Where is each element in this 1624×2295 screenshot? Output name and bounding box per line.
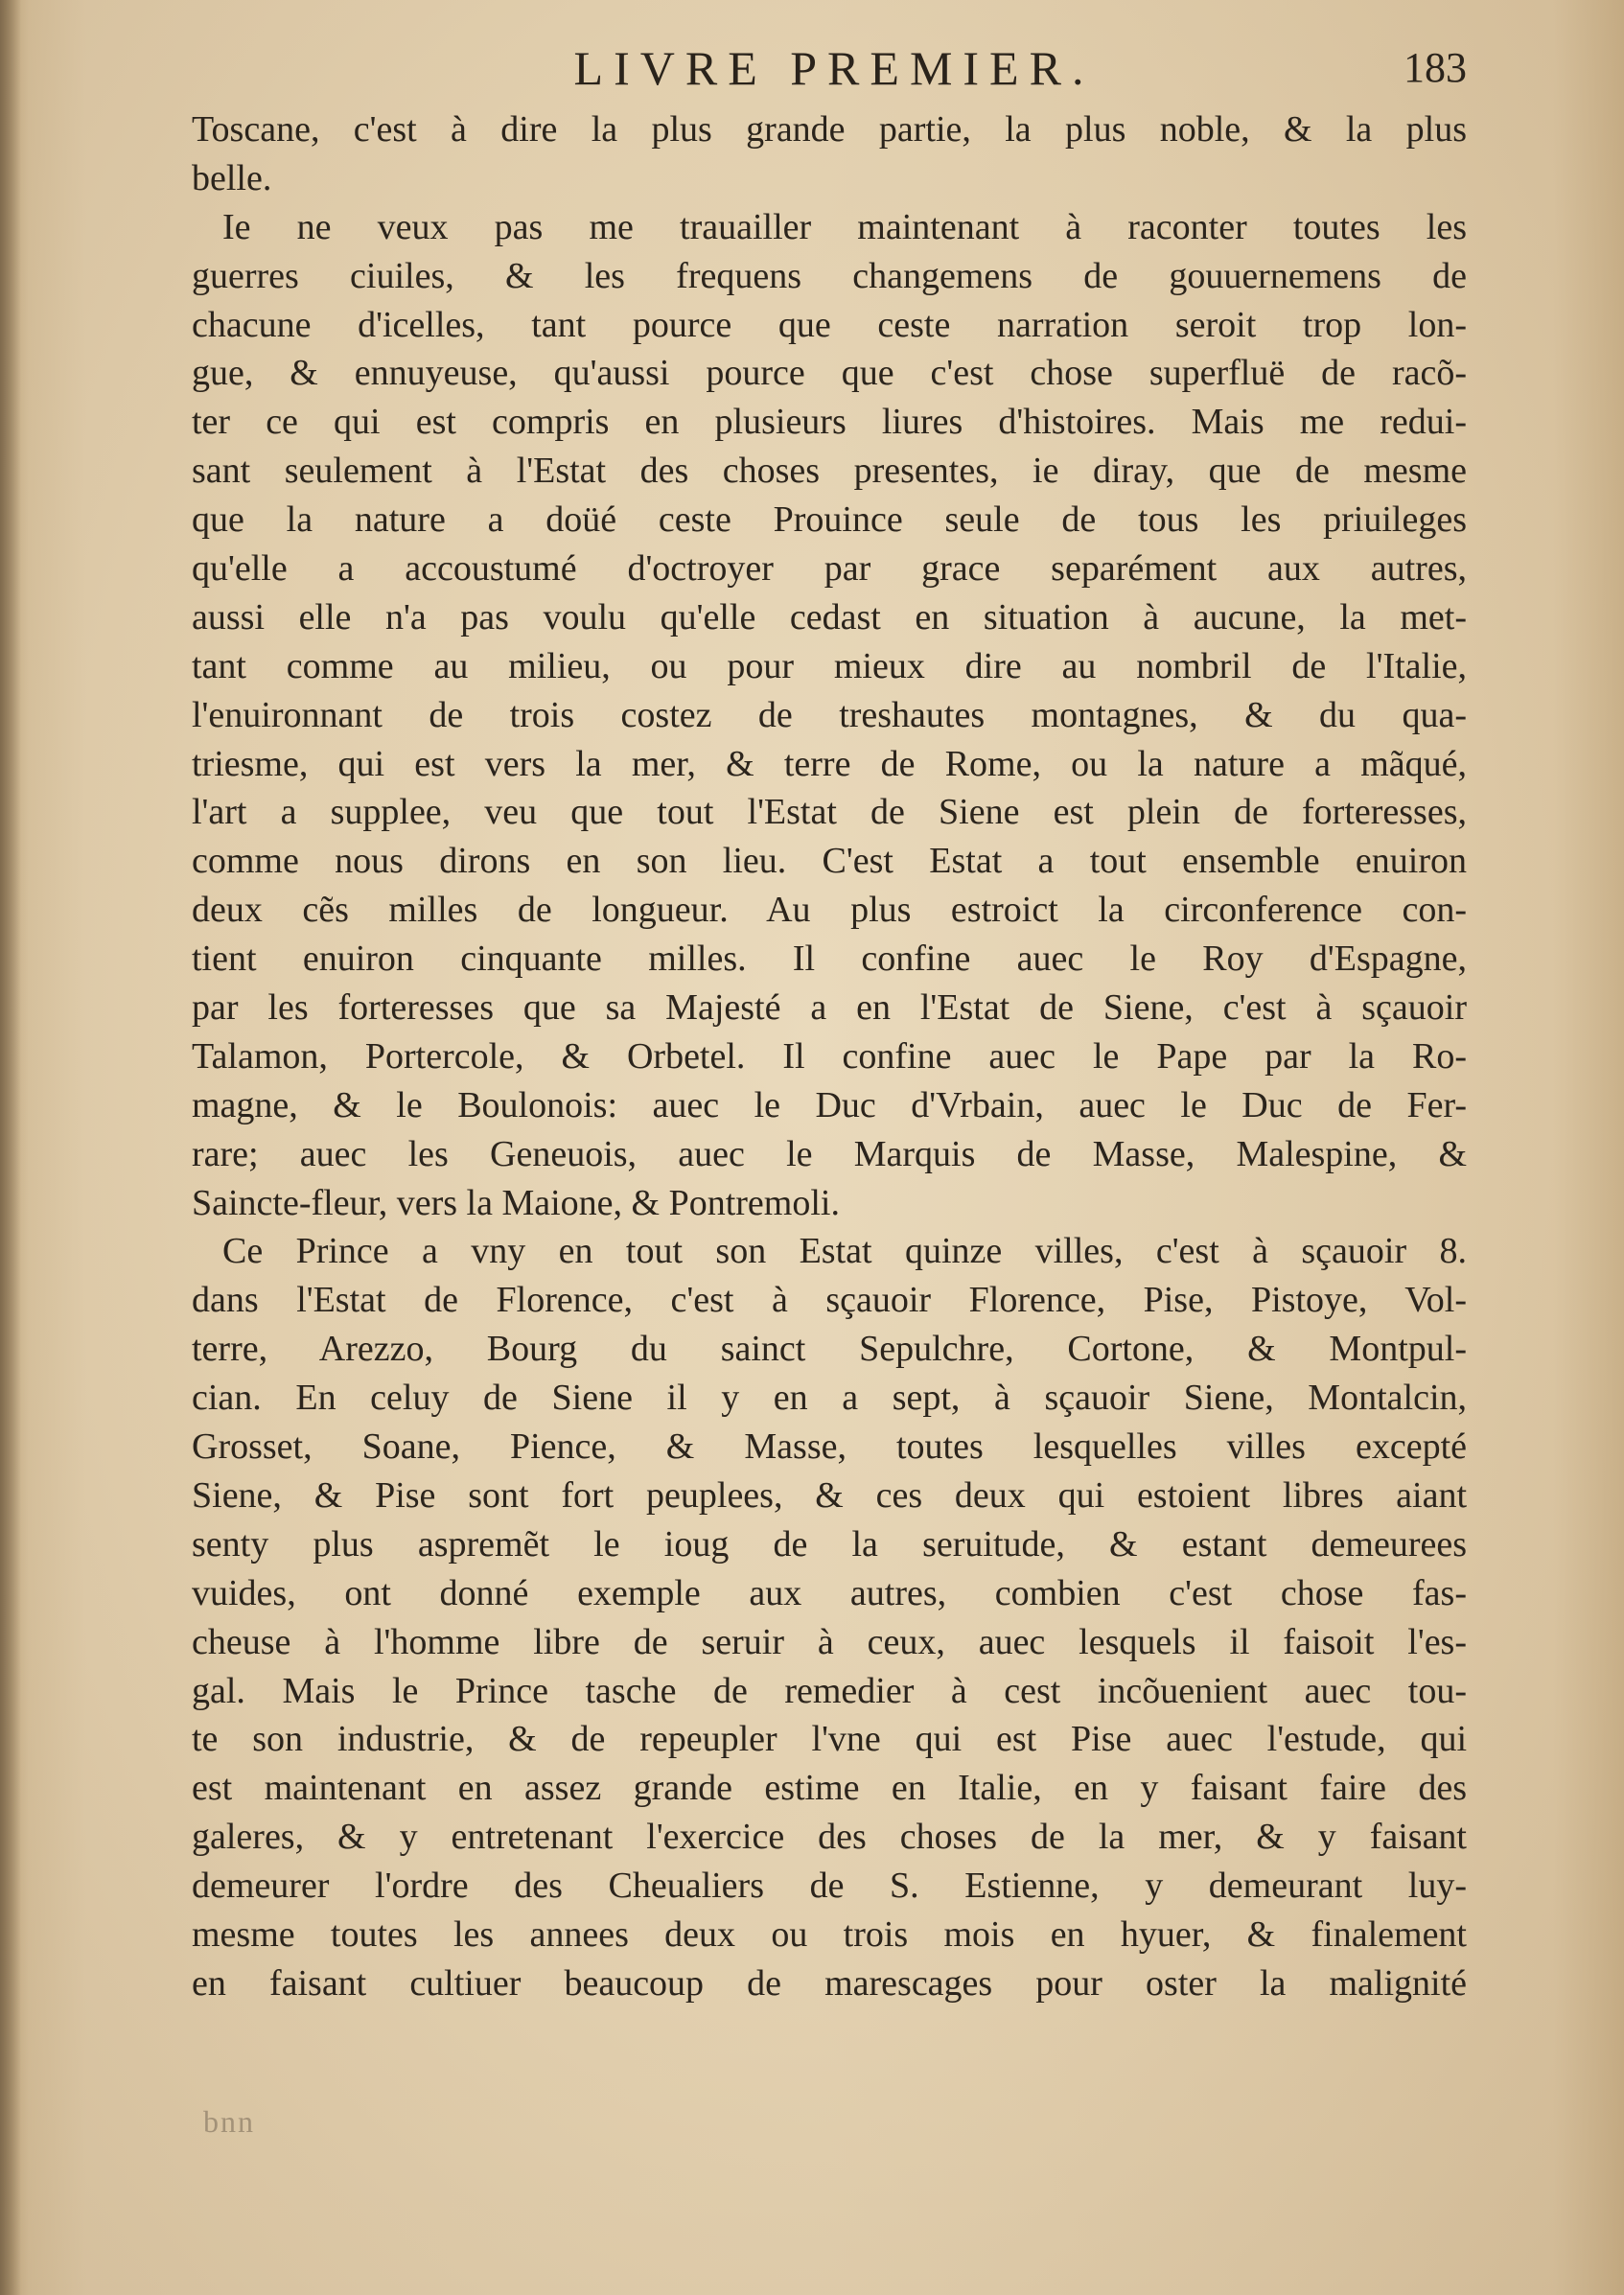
text-line: guerres ciuiles, & les frequens changemens de gouuernemens de bbox=[192, 255, 1467, 296]
text-line: senty plus aspremẽt le ioug de la seruitude, & estant demeurees bbox=[192, 1523, 1467, 1565]
text-line: mesme toutes les annees deux ou trois mois en hyuer, & finalement bbox=[192, 1913, 1467, 1955]
text-line: en faisant cultiuer beaucoup de marescages pour oster la malignité bbox=[192, 1962, 1467, 2004]
body-text bbox=[192, 105, 1467, 2008]
text-line: rare; auec les Geneuois, auec le Marquis de Masse, Malespine, & bbox=[192, 1133, 1467, 1174]
text-line: Grosset, Soane, Pience, & Masse, toutes lesquelles villes excepté bbox=[192, 1426, 1467, 1468]
binding-shadow bbox=[0, 0, 21, 2295]
catchword: bnn bbox=[203, 2104, 255, 2139]
text-line: Siene, & Pise sont fort peuplees, & ces deux qui estoient libres aiant bbox=[192, 1474, 1467, 1516]
text-line: cheuse à l'homme libre de seruir à ceux, auec lesquels il faisoit l'es- bbox=[192, 1621, 1467, 1662]
text-line: tant comme au milieu, ou pour mieux dire au nombril de l'Italie, bbox=[192, 645, 1467, 686]
text-line: par les forteresses que sa Majesté a en l'Estat de Siene, c'est à sçauoir bbox=[192, 987, 1467, 1029]
text-line: dans l'Estat de Florence, c'est à sçauoir Florence, Pise, Pistoye, Vol- bbox=[192, 1280, 1467, 1321]
text-line: gue, & ennuyeuse, qu'aussi pource que c'est chose superfluë de racõ- bbox=[192, 353, 1467, 394]
text-line: ter ce qui est compris en plusieurs liures d'histoires. Mais me redui- bbox=[192, 402, 1467, 443]
text-line: gal. Mais le Prince tasche de remedier à cest incõuenient auec tou- bbox=[192, 1670, 1467, 1711]
text-line: chacune d'icelles, tant pource que ceste narration seroit trop lon- bbox=[192, 304, 1467, 345]
text-line: qu'elle a accoustumé d'octroyer par grace separément aux autres, bbox=[192, 548, 1467, 590]
text-line: Ce Prince a vny en tout son Estat quinze villes, c'est à sçauoir 8. bbox=[222, 1231, 1467, 1272]
text-line: Toscane, c'est à dire la plus grande partie, la plus noble, & la plus bbox=[192, 109, 1467, 150]
text-line: Ie ne veux pas me trauailler maintenant à raconter toutes les bbox=[222, 206, 1467, 247]
text-line: vuides, ont donné exemple aux autres, combien c'est chose fas- bbox=[192, 1572, 1467, 1613]
text-line: magne, & le Boulonois: auec le Duc d'Vrbain, auec le Duc de Fer- bbox=[192, 1084, 1467, 1125]
text-line: sant seulement à l'Estat des choses presentes, ie diray, que de mesme bbox=[192, 451, 1467, 492]
page-number: 183 bbox=[1404, 44, 1467, 91]
text-line: Talamon, Portercole, & Orbetel. Il confine auec le Pape par la Ro- bbox=[192, 1035, 1467, 1077]
text-line: l'art a supplee, veu que tout l'Estat de Siene est plein de forteresses, bbox=[192, 792, 1467, 833]
text-line: aussi elle n'a pas voulu qu'elle cedast en situation à aucune, la met- bbox=[192, 596, 1467, 638]
text-line: deux cẽs milles de longueur. Au plus estroict la circonference con- bbox=[192, 890, 1467, 931]
text-line: Saincte-fleur, vers la Maione, & Pontremoli. bbox=[192, 1182, 840, 1223]
text-line: l'enuironnant de trois costez de treshautes montagnes, & du qua- bbox=[192, 694, 1467, 735]
text-line: demeurer l'ordre des Cheualiers de S. Estienne, y demeurant luy- bbox=[192, 1866, 1467, 1907]
text-line: que la nature a doüé ceste Prouince seule de tous les priuileges bbox=[192, 499, 1467, 541]
text-line: te son industrie, & de repeupler l'vne qui est Pise auec l'estude, qui bbox=[192, 1719, 1467, 1760]
page-header bbox=[192, 35, 1467, 102]
running-title: LIVRE PREMIER. bbox=[573, 41, 1095, 95]
text-line: comme nous dirons en son lieu. C'est Estat a tout ensemble enuiron bbox=[192, 841, 1467, 882]
text-line: tient enuiron cinquante milles. Il confine auec le Roy d'Espagne, bbox=[192, 939, 1467, 980]
text-line: triesme, qui est vers la mer, & terre de Rome, ou la nature a mãqué, bbox=[192, 743, 1467, 784]
text-line: galeres, & y entretenant l'exercice des choses de la mer, & y faisant bbox=[192, 1817, 1467, 1858]
text-line: cian. En celuy de Siene il y en a sept, à sçauoir Siene, Montalcin, bbox=[192, 1378, 1467, 1419]
text-line: terre, Arezzo, Bourg du sainct Sepulchre, Cortone, & Montpul- bbox=[192, 1329, 1467, 1370]
text-line: est maintenant en assez grande estime en Italie, en y faisant faire des bbox=[192, 1768, 1467, 1809]
text-line: belle. bbox=[192, 157, 272, 198]
